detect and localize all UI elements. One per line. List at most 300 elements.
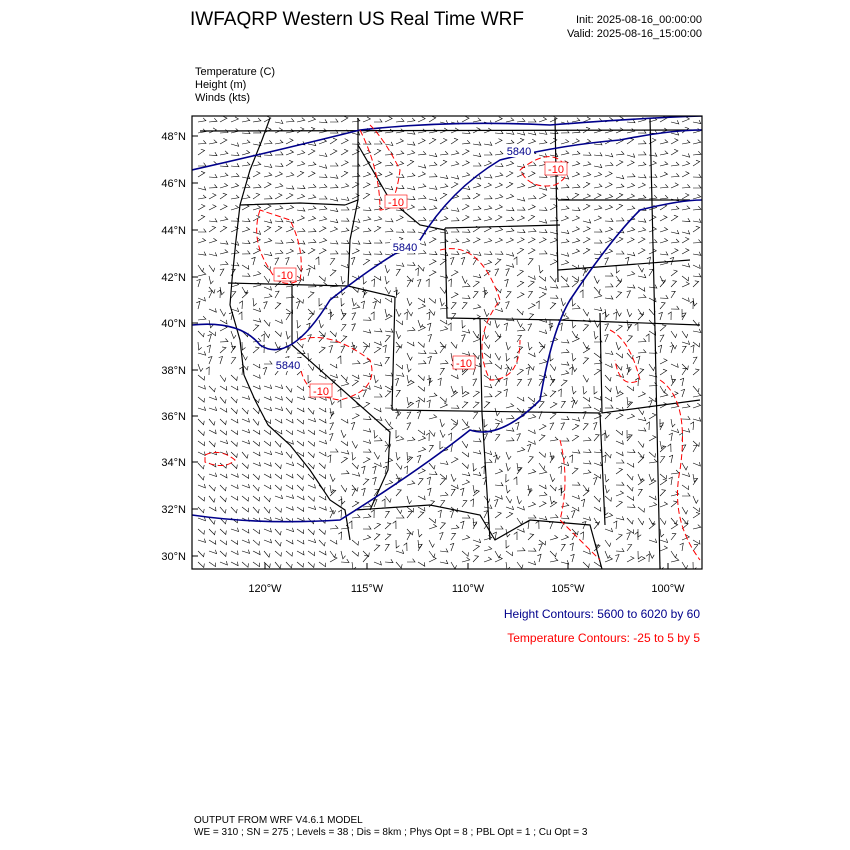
- wind-barb: [473, 545, 479, 551]
- wind-barb: [561, 503, 569, 507]
- wind-barb: [451, 314, 456, 320]
- wind-barb: [286, 430, 293, 435]
- wind-barb: [297, 551, 304, 555]
- wind-barb: [371, 279, 374, 287]
- wind-barb: [385, 117, 392, 122]
- wind-barb: [319, 336, 324, 342]
- wind-barb: [341, 298, 344, 306]
- wind-barb: [505, 302, 509, 309]
- wind-barb: [253, 364, 260, 368]
- wind-barb: [198, 297, 205, 301]
- wind-barb: [636, 356, 640, 364]
- wind-barb: [583, 424, 588, 430]
- wind-barb: [253, 118, 261, 122]
- wind-barb: [693, 417, 701, 421]
- wind-barb: [275, 517, 283, 521]
- wind-barb: [660, 546, 667, 551]
- wind-barb: [660, 502, 668, 507]
- wind-barb: [198, 430, 204, 436]
- wind-barb: [506, 463, 511, 471]
- wind-barb: [517, 434, 521, 441]
- wind-barb: [297, 194, 305, 199]
- wind-barb: [371, 312, 374, 320]
- wind-barb: [319, 452, 326, 456]
- wind-barb: [495, 308, 503, 312]
- wind-barb: [385, 511, 389, 518]
- wind-barb: [319, 238, 327, 243]
- wind-barb: [209, 485, 215, 491]
- wind-barb: [253, 308, 261, 312]
- wind-barb: [363, 458, 370, 464]
- wind-barb: [550, 391, 556, 397]
- wind-barb: [297, 517, 304, 521]
- wind-barb: [649, 474, 654, 482]
- wind-barb: [407, 196, 415, 199]
- wind-barb: [517, 397, 524, 401]
- wind-barb: [264, 164, 272, 168]
- wind-barb: [638, 441, 644, 447]
- wind-barb: [682, 493, 690, 496]
- wind-barb: [583, 194, 590, 199]
- wind-barb: [308, 452, 314, 458]
- wind-barb: [220, 397, 226, 403]
- wind-barb: [462, 303, 467, 309]
- wind-barb: [517, 183, 525, 188]
- field-label-temperature: Temperature (C): [195, 66, 276, 78]
- wind-barb: [594, 307, 602, 311]
- wind-barb: [528, 131, 536, 135]
- wind-barb: [649, 285, 657, 289]
- wind-barb: [264, 320, 270, 326]
- wind-barb: [539, 435, 545, 441]
- wind-barb: [242, 150, 250, 155]
- wind-barb: [693, 386, 699, 392]
- wind-barb: [418, 217, 426, 221]
- wind-barb: [528, 238, 535, 243]
- wind-barb: [616, 265, 620, 273]
- wind-barb: [506, 540, 509, 548]
- wind-barb: [407, 205, 415, 210]
- wind-barb: [462, 463, 468, 469]
- wind-barb: [638, 219, 646, 223]
- wind-barb: [561, 139, 569, 144]
- wind-barb: [561, 284, 569, 287]
- wind-barb: [209, 308, 216, 312]
- wind-barb: [363, 259, 370, 265]
- wind-barb: [275, 419, 282, 423]
- wind-barb: [319, 298, 322, 306]
- wind-barb: [385, 172, 392, 177]
- wind-barb: [231, 152, 239, 155]
- wind-barb: [638, 274, 646, 278]
- wind-barb: [495, 173, 503, 177]
- wind-barb: [517, 327, 525, 331]
- wind-barb: [528, 228, 536, 232]
- wind-barb: [627, 386, 634, 391]
- wind-barb: [517, 281, 524, 287]
- wind-barb: [440, 151, 448, 155]
- wind-barb: [264, 517, 271, 521]
- border-sd-ne: [558, 260, 690, 270]
- wind-barb: [517, 131, 525, 135]
- wind-barb: [297, 474, 303, 480]
- wind-barb: [583, 397, 590, 402]
- wind-barb: [242, 418, 249, 422]
- wind-barb: [261, 334, 264, 342]
- wind-barb: [616, 342, 621, 350]
- wind-barb: [352, 375, 359, 379]
- wind-barb: [682, 140, 690, 144]
- wind-barb: [571, 401, 575, 409]
- wind-barb: [418, 184, 426, 188]
- border-mx: [355, 505, 602, 569]
- wind-barb: [396, 269, 400, 276]
- wind-barb: [297, 265, 303, 272]
- wind-barb: [264, 485, 271, 489]
- wind-barb: [286, 205, 294, 210]
- wind-barb: [418, 320, 423, 328]
- wind-barb: [495, 551, 501, 558]
- wind-barb: [297, 419, 304, 424]
- wind-barb: [385, 480, 393, 485]
- wind-barb: [372, 466, 376, 474]
- wind-barb: [374, 362, 382, 366]
- wind-barb: [462, 150, 469, 156]
- wind-barb: [605, 405, 613, 408]
- wind-barb: [638, 141, 646, 144]
- wind-barb: [594, 240, 602, 243]
- wind-barb: [616, 440, 623, 444]
- wind-barb: [253, 562, 260, 567]
- wind-barb: [385, 559, 393, 562]
- wind-barb: [671, 249, 678, 255]
- wind-barb: [451, 474, 456, 481]
- wind-barb: [561, 401, 565, 408]
- wind-barb: [396, 118, 404, 122]
- wind-barb: [679, 433, 682, 441]
- wind-barb: [363, 526, 371, 529]
- wind-barb: [429, 260, 436, 266]
- wind-barb: [660, 252, 668, 256]
- wind-barb: [253, 249, 260, 254]
- wind-barb: [198, 351, 206, 355]
- wind-barb: [361, 301, 365, 309]
- temperature-contour-label: -10: [277, 270, 293, 282]
- wind-barb: [308, 496, 314, 501]
- wind-barb: [352, 472, 360, 476]
- wind-barb: [319, 408, 326, 412]
- wind-barb: [616, 184, 624, 188]
- wind-barb: [374, 463, 381, 467]
- wind-barb: [330, 241, 338, 245]
- wind-barb: [363, 428, 371, 432]
- wind-barb: [363, 329, 371, 333]
- wind-barb: [363, 402, 370, 408]
- wind-barb: [198, 272, 206, 276]
- wind-barb: [495, 117, 502, 122]
- wind-barb: [528, 441, 535, 445]
- wind-barb: [440, 479, 445, 485]
- wind-barb: [671, 331, 677, 338]
- wind-barb: [352, 501, 359, 507]
- wind-barb: [550, 276, 556, 282]
- wind-barb: [473, 337, 480, 342]
- wind-barb: [297, 150, 305, 155]
- wind-barb: [330, 540, 337, 544]
- wind-barb: [691, 345, 695, 353]
- wind-barb: [220, 138, 227, 144]
- wind-barb: [328, 312, 332, 320]
- wind-barb: [198, 539, 206, 543]
- wind-barb: [308, 229, 316, 233]
- wind-barb: [528, 119, 536, 122]
- wind-barb: [319, 165, 327, 169]
- wind-barb: [209, 276, 213, 284]
- wind-barb: [327, 455, 331, 463]
- wind-barb: [572, 151, 580, 155]
- wind-barb: [627, 161, 634, 166]
- wind-barb: [506, 194, 514, 199]
- wind-barb: [660, 441, 664, 449]
- height-contour-label: 5840: [506, 146, 532, 158]
- wind-barb: [242, 463, 248, 469]
- wind-barb: [308, 184, 316, 188]
- wind-barb: [494, 500, 498, 508]
- wind-barb: [208, 334, 212, 342]
- wind-barb: [605, 474, 609, 482]
- wind-barb: [209, 174, 217, 177]
- wind-barb: [550, 295, 558, 298]
- wind-barb: [627, 397, 631, 405]
- wind-barb: [460, 488, 464, 496]
- wind-barb: [352, 489, 356, 496]
- wind-barb: [275, 396, 282, 400]
- wind-barb: [638, 518, 644, 525]
- wind-barb: [239, 312, 242, 320]
- temperature-contour-label: -10: [388, 197, 404, 209]
- wind-barb: [638, 265, 644, 272]
- wind-barb: [242, 227, 250, 232]
- wind-barb: [561, 462, 569, 466]
- wind-barb: [484, 196, 492, 200]
- wind-barb: [385, 357, 389, 364]
- wind-barb: [363, 514, 371, 518]
- wind-barb: [374, 206, 382, 210]
- wind-barb: [693, 281, 699, 287]
- wind-barb: [286, 172, 294, 177]
- wind-barb: [440, 441, 443, 449]
- wind-barb: [539, 347, 544, 353]
- wind-barb: [627, 309, 632, 317]
- wind-barb: [407, 512, 412, 518]
- wind-barb: [605, 528, 613, 532]
- wind-barb: [616, 281, 621, 287]
- wind-barb: [286, 239, 294, 243]
- wind-barb: [462, 419, 468, 425]
- wind-barb: [627, 430, 630, 438]
- wind-barb: [550, 204, 557, 210]
- wind-barb: [330, 551, 336, 558]
- wind-barb: [198, 529, 204, 534]
- wind-barb: [473, 413, 478, 420]
- wind-barb: [297, 496, 304, 500]
- wind-barb: [580, 290, 583, 298]
- wind-barb: [671, 470, 679, 474]
- wind-barb: [671, 306, 679, 309]
- wind-barb: [572, 417, 580, 421]
- wind-barb: [253, 205, 261, 210]
- wind-barb: [374, 226, 381, 232]
- wind-barb: [253, 171, 260, 177]
- wind-barb: [209, 550, 217, 554]
- border-wy-co: [445, 228, 560, 320]
- wind-barb: [220, 261, 228, 265]
- wind-barb: [495, 151, 503, 155]
- wind-barb: [594, 562, 601, 567]
- wind-barb: [440, 347, 445, 354]
- wind-barb: [385, 329, 393, 333]
- wind-barb: [308, 292, 314, 298]
- wind-barb: [308, 216, 316, 221]
- wind-barb: [330, 331, 336, 337]
- wind-barb: [209, 185, 217, 189]
- lat-label: 48°N: [161, 131, 186, 143]
- wind-barb: [528, 139, 536, 144]
- wind-barb: [242, 240, 250, 243]
- wind-barb: [451, 151, 459, 155]
- wind-barb: [550, 558, 558, 562]
- wind-barb: [627, 474, 633, 480]
- wind-barb: [440, 368, 444, 375]
- wind-barb: [539, 186, 547, 190]
- wind-barb: [462, 515, 470, 518]
- wind-barb: [649, 452, 655, 457]
- wind-barb: [473, 402, 479, 408]
- wind-barb: [627, 285, 635, 289]
- wind-barb: [418, 164, 426, 168]
- wind-barb: [231, 183, 239, 188]
- wind-barb: [440, 549, 448, 553]
- wind-barb: [517, 380, 522, 387]
- wind-barb: [418, 386, 424, 391]
- wind-barb: [528, 489, 532, 496]
- wind-barb: [374, 341, 381, 345]
- wind-barb: [572, 331, 578, 338]
- wind-barb: [616, 325, 622, 331]
- wind-barb: [407, 559, 415, 562]
- wind-barb: [682, 193, 689, 199]
- lat-label: 42°N: [161, 272, 186, 284]
- wind-barb: [374, 347, 381, 353]
- wind-barb: [242, 452, 248, 458]
- wind-barb: [275, 441, 281, 447]
- wind-barb: [198, 186, 206, 190]
- wind-barb: [594, 172, 602, 177]
- wind-barb: [669, 455, 673, 463]
- wind-barb: [220, 287, 224, 295]
- wind-barb: [297, 408, 304, 412]
- wind-barb: [451, 391, 458, 397]
- wind-barb: [504, 378, 508, 386]
- wind-barb: [341, 276, 345, 284]
- wind-barb: [220, 440, 228, 444]
- wind-barb: [198, 204, 205, 210]
- wind-barb: [594, 164, 602, 168]
- wind-barb: [594, 216, 601, 221]
- wind-barb: [693, 403, 701, 408]
- wind-barb: [197, 279, 201, 287]
- wind-barb: [275, 218, 283, 222]
- wind-barb: [649, 195, 657, 199]
- wind-barb: [308, 248, 315, 254]
- wind-barb: [539, 238, 546, 243]
- wind-barb: [297, 529, 304, 534]
- wind-barb: [517, 369, 523, 375]
- wind-barb: [539, 229, 547, 232]
- wind-barb: [682, 117, 689, 122]
- wind-barb: [561, 260, 569, 265]
- wind-barb: [242, 484, 250, 488]
- wind-barb: [682, 206, 690, 210]
- wind-barb: [427, 323, 431, 331]
- wind-barb: [351, 423, 355, 431]
- wind-barb: [583, 219, 591, 223]
- wind-barb: [658, 345, 662, 353]
- wind-barb: [440, 138, 447, 144]
- wind-barb: [615, 555, 619, 562]
- wind-barb: [682, 473, 690, 477]
- wind-barb: [605, 413, 611, 419]
- wind-barb: [396, 174, 404, 177]
- wind-barb: [539, 452, 545, 457]
- wind-barb: [528, 276, 535, 280]
- wind-barb: [220, 540, 227, 545]
- wind-barb: [638, 162, 646, 166]
- wind-barb: [594, 518, 600, 525]
- wind-barb: [264, 451, 272, 455]
- wind-barb: [297, 298, 303, 303]
- wind-barb: [407, 364, 411, 372]
- wind-barb: [550, 303, 556, 309]
- wind-barb: [220, 474, 227, 478]
- wind-barb: [605, 496, 611, 501]
- wind-barb: [363, 373, 371, 377]
- wind-barb: [418, 469, 425, 474]
- wind-barb: [660, 490, 666, 496]
- wind-barb: [561, 230, 569, 234]
- wind-barb: [198, 342, 202, 350]
- wind-barb: [517, 506, 524, 510]
- wind-barb: [528, 353, 535, 357]
- wind-barb: [418, 304, 425, 309]
- wind-barb: [407, 280, 411, 287]
- wind-barb: [253, 474, 259, 480]
- wind-barb: [583, 152, 591, 155]
- wind-barb: [385, 496, 391, 502]
- wind-barb: [316, 257, 319, 265]
- wind-barb: [383, 345, 387, 353]
- wind-barb: [286, 551, 292, 556]
- wind-barb: [528, 397, 534, 402]
- wind-barb: [451, 489, 455, 496]
- wind-barb: [638, 338, 646, 342]
- wind-barb: [341, 171, 348, 177]
- wind-barb: [572, 450, 580, 454]
- wind-barb: [308, 529, 314, 535]
- wind-barb: [528, 502, 536, 507]
- wind-barb: [220, 561, 227, 565]
- wind-barb: [583, 490, 589, 496]
